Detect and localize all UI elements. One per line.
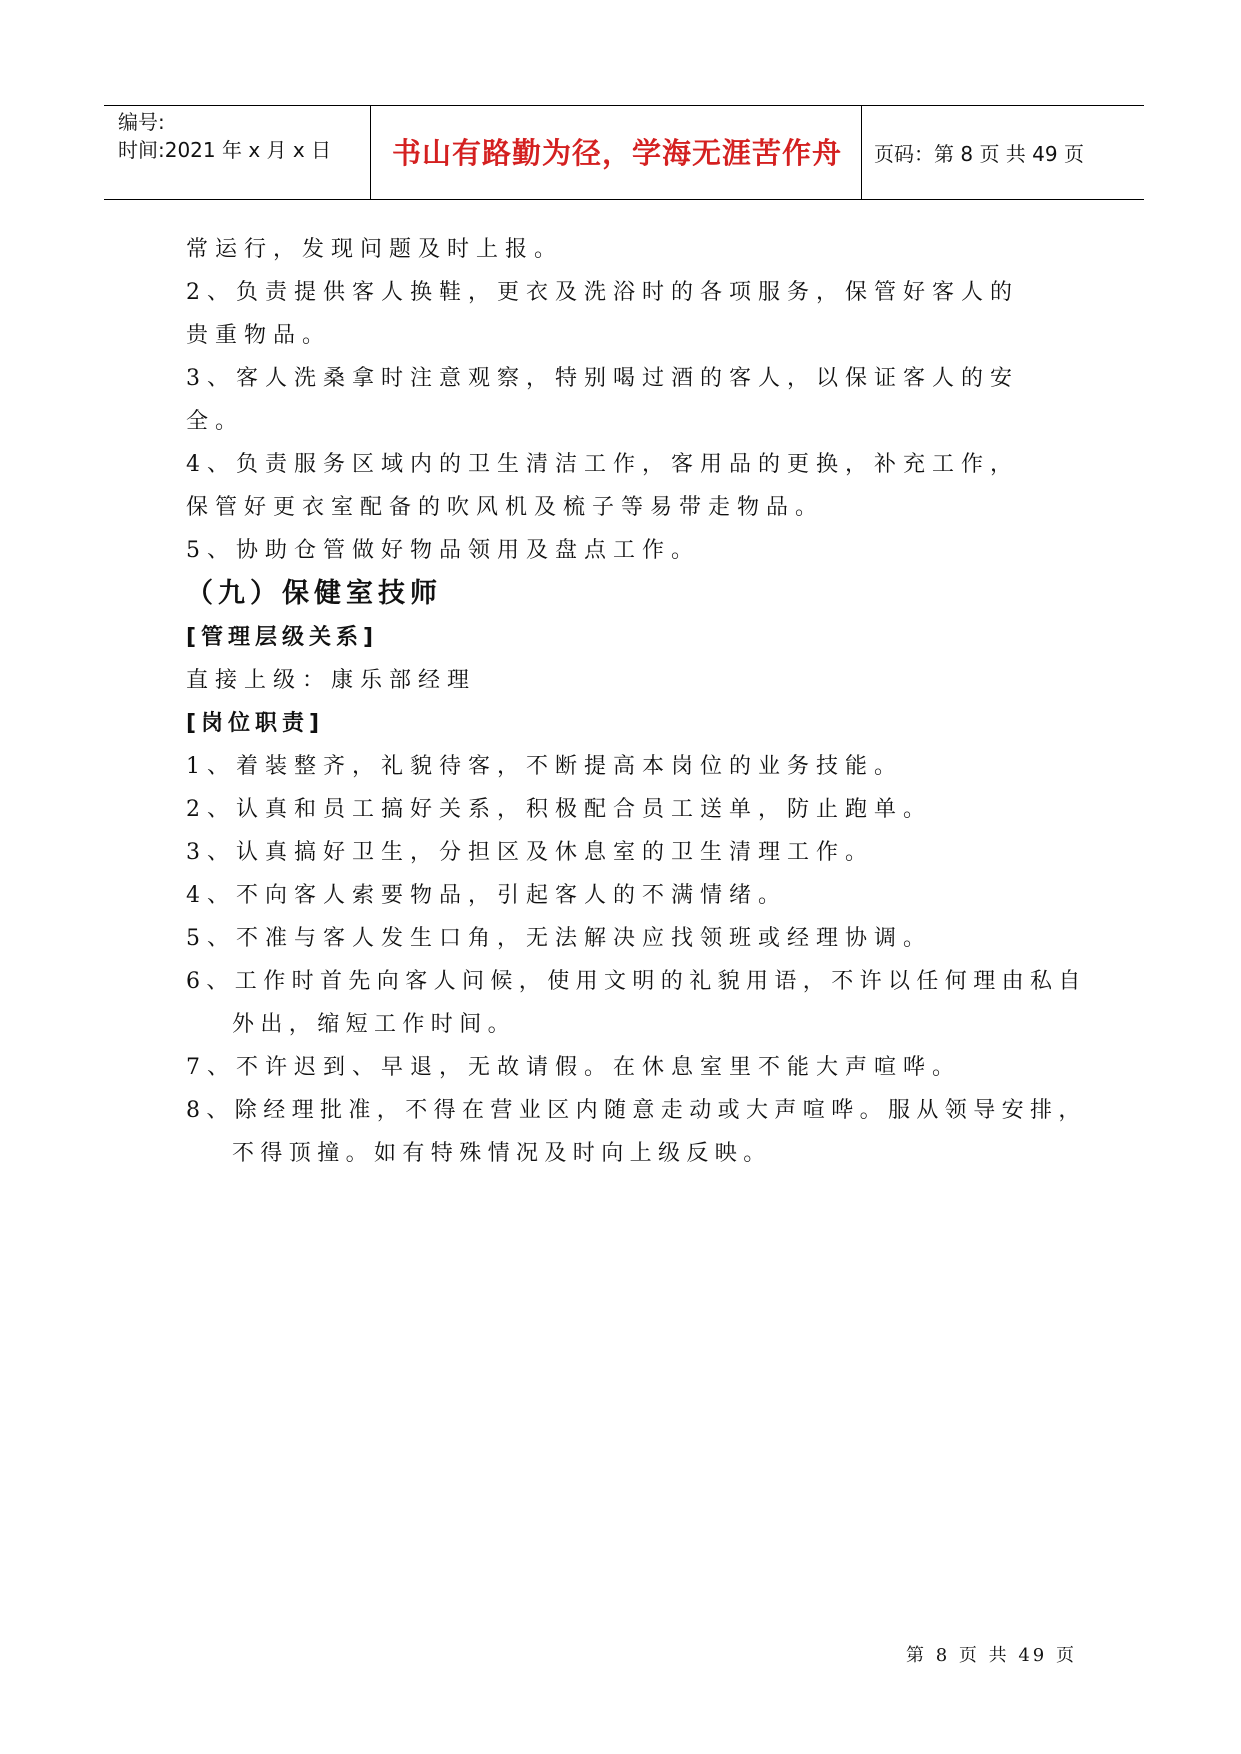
paragraph-line: 保管好更衣室配备的吹风机及梳子等易带走物品。 — [186, 495, 825, 520]
paragraph-line: 4、负责服务区域内的卫生清洁工作，客用品的更换，补充工作， — [186, 452, 1019, 477]
paragraph-line: 常运行，发现问题及时上报。 — [186, 237, 564, 262]
paragraph-line: 2、负责提供客人换鞋，更衣及洗浴时的各项服务，保管好客人的 — [186, 280, 1019, 305]
footer-page-number: 第 8 页 共 49 页 — [906, 1645, 1077, 1666]
duty-item: 8、除经理批准，不得在营业区内随意走动或大声喧哗。服从领导安排，不得顶撞。如有特殊情况及时向上级反映。 — [186, 1098, 1087, 1166]
header-motto: 书山有路勤为径，学海无涯苦作舟 — [391, 136, 842, 170]
duty-item: 7、不许迟到、早退，无故请假。在休息室里不能大声喧哗。 — [186, 1055, 961, 1080]
paragraph-line: 5、协助仓管做好物品领用及盘点工作。 — [186, 538, 700, 563]
duty-item: 5、不准与客人发生口角，无法解决应找领班或经理协调。 — [186, 926, 932, 951]
duty-item: 2、认真和员工搞好关系，积极配合员工送单，防止跑单。 — [186, 797, 932, 822]
section-title: （九）保健室技师 — [186, 578, 442, 609]
serial-label: 编号: — [118, 110, 165, 134]
paragraph-line: 贵重物品。 — [186, 323, 332, 348]
document-body — [186, 228, 1087, 1175]
duty-item: 1、着装整齐，礼貌待客，不断提高本岗位的业务技能。 — [186, 754, 903, 779]
duty-heading: [岗位职责] — [186, 711, 325, 736]
duty-item: 4、不向客人索要物品，引起客人的不满情绪。 — [186, 883, 787, 908]
header-bottom-rule — [104, 199, 1144, 200]
time-label: 时间:2021 年 x 月 x 日 — [118, 138, 332, 162]
superior-line: 直接上级：康乐部经理 — [186, 668, 477, 693]
header-top-rule — [104, 105, 1144, 106]
header-page-number: 页码：第 8 页 共 49 页 — [874, 142, 1084, 166]
header-meta — [118, 108, 331, 164]
paragraph-line: 3、客人洗桑拿时注意观察，特别喝过酒的客人，以保证客人的安 — [186, 366, 1019, 391]
duty-item: 6、工作时首先向客人问候，使用文明的礼貌用语，不许以任何理由私自外出，缩短工作时间。 — [186, 969, 1087, 1037]
mgmt-heading: [管理层级关系] — [186, 625, 379, 650]
paragraph-line: 全。 — [186, 409, 245, 434]
duty-item: 3、认真搞好卫生，分担区及休息室的卫生清理工作。 — [186, 840, 874, 865]
header-divider-left — [370, 105, 371, 199]
